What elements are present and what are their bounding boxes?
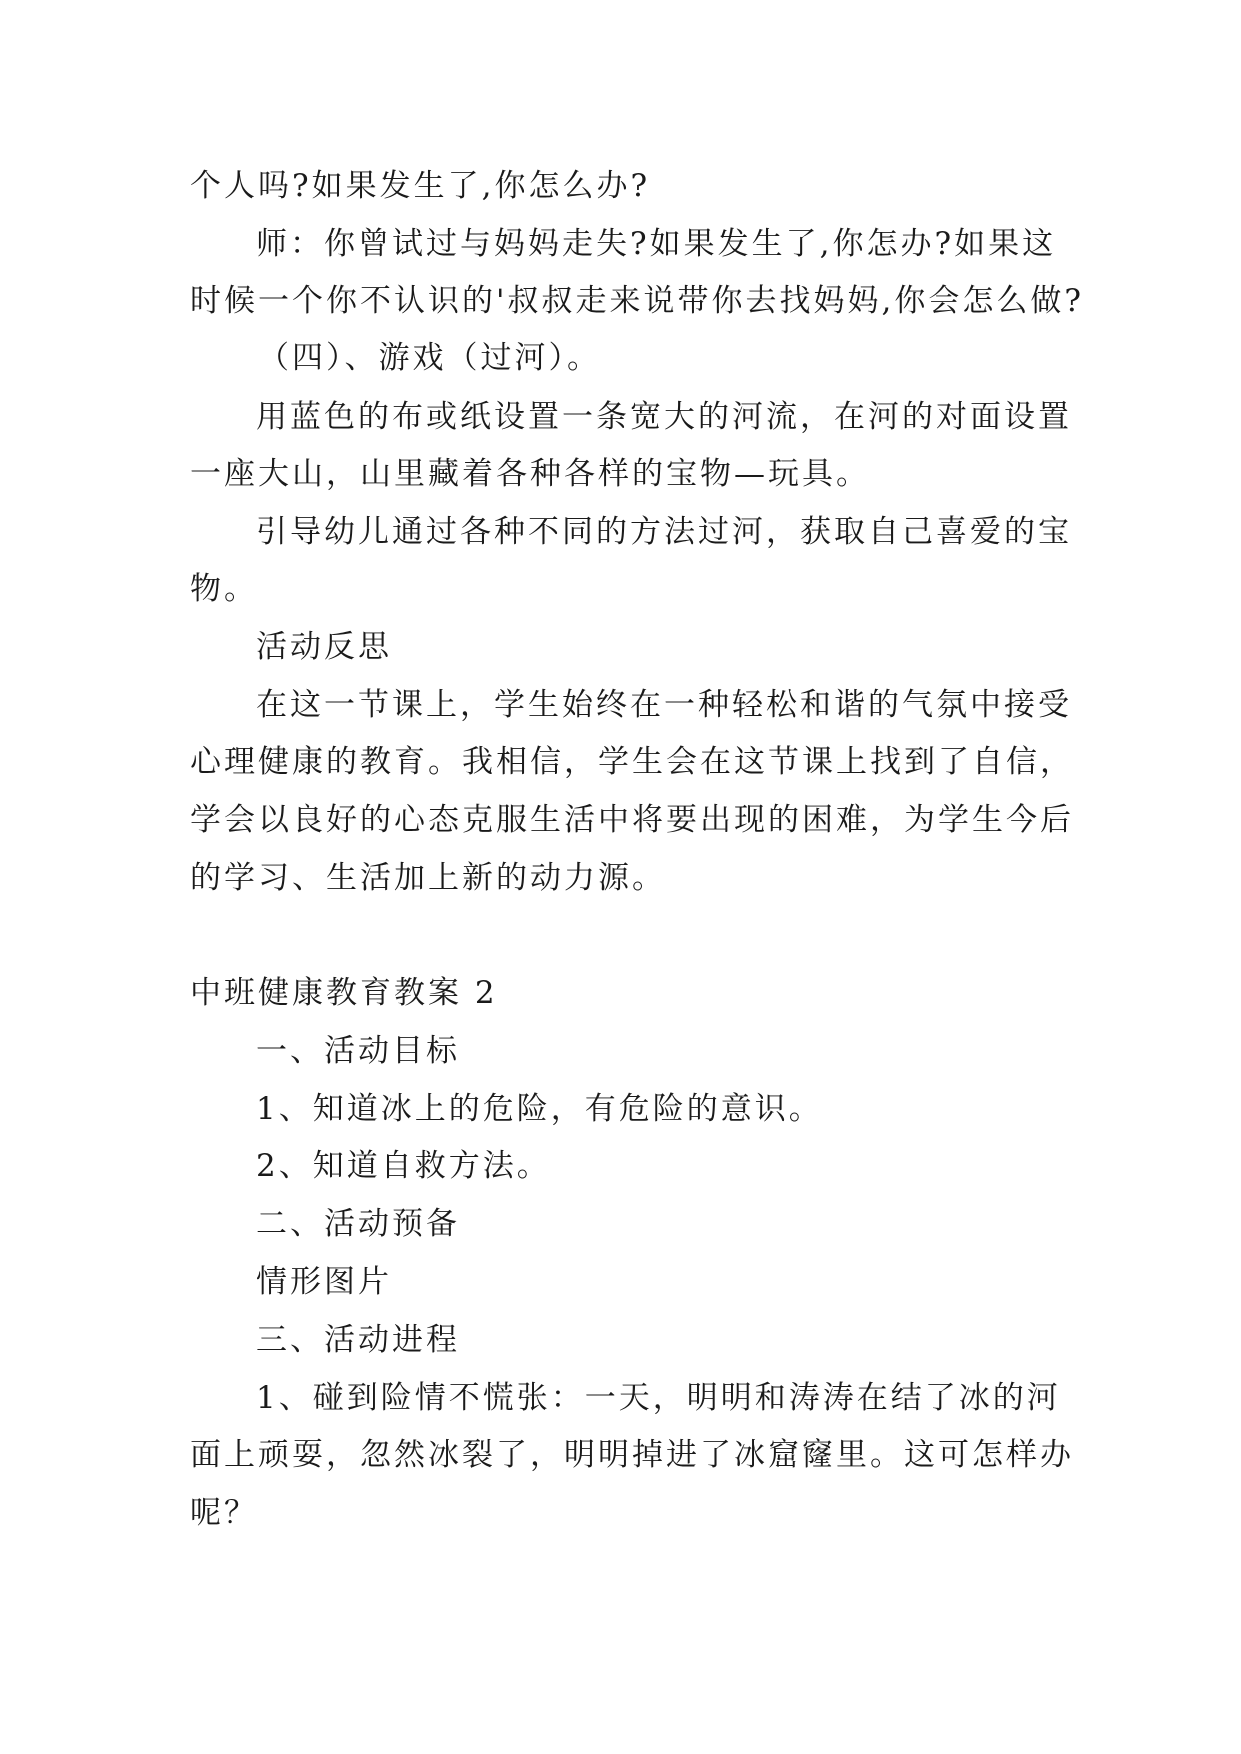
section-heading: 一、活动目标 — [256, 1033, 460, 1069]
list-item: 2、知道自救方法。 — [256, 1148, 551, 1184]
text-line: 引导幼儿通过各种不同的方法过河，获取自己喜爱的宝 — [256, 514, 1072, 550]
section-heading: 二、活动预备 — [256, 1206, 460, 1242]
text-line: 个人吗?如果发生了,你怎么办? — [190, 168, 651, 204]
text-line: 呢？ — [190, 1495, 258, 1531]
text-line: 用蓝色的布或纸设置一条宽大的河流，在河的对面设置 — [256, 399, 1072, 435]
text-line: 面上顽耍，忽然冰裂了，明明掉进了冰窟窿里。这可怎样办 — [190, 1437, 1074, 1473]
text-line: 一座大山，山里藏着各种各样的宝物—玩具。 — [190, 456, 870, 492]
text-line: 的学习、生活加上新的动力源。 — [190, 860, 666, 896]
section-heading: （四）、游戏（过河）。 — [258, 340, 601, 376]
text-line: 心理健康的教育。我相信，学生会在这节课上找到了自信， — [190, 744, 1074, 780]
text-line: 情形图片 — [256, 1264, 392, 1300]
list-item: 1、知道冰上的危险，有危险的意识。 — [256, 1091, 823, 1127]
text-line: 物。 — [190, 571, 258, 607]
list-item: 1、碰到险情不慌张：一天，明明和涛涛在结了冰的河 — [256, 1380, 1061, 1416]
text-line: 学会以良好的心态克服生活中将要出现的困难，为学生今后 — [190, 802, 1074, 838]
text-line: 时候一个你不认识的'叔叔走来说带你去找妈妈,你会怎么做? — [190, 283, 1084, 319]
section-heading: 三、活动进程 — [256, 1322, 460, 1358]
text-line: 在这一节课上，学生始终在一种轻松和谐的气氛中接受 — [256, 687, 1072, 723]
section-heading: 活动反思 — [256, 629, 392, 665]
document-title: 中班健康教育教案 2 — [190, 975, 498, 1011]
text-line: 师：你曾试过与妈妈走失?如果发生了,你怎办?如果这 — [256, 226, 1057, 262]
